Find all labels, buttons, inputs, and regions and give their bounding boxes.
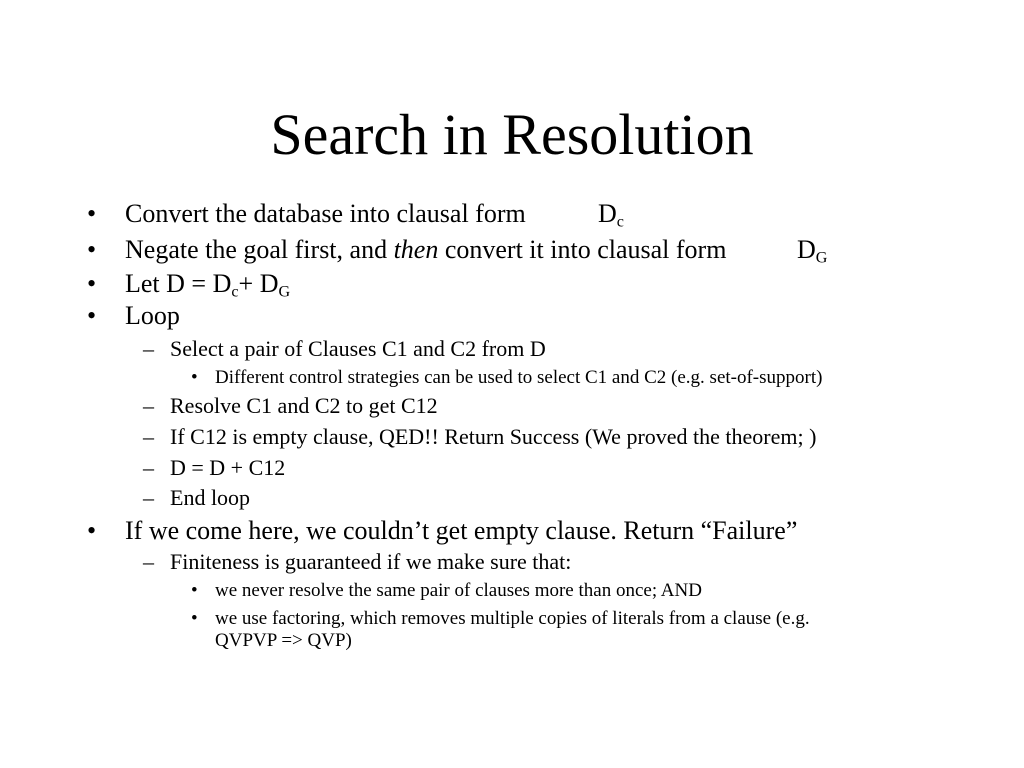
bullet-marker: •	[87, 235, 97, 264]
dash-marker: –	[143, 424, 154, 449]
list-item-text: Let $D = D_c+ D_G$	[125, 269, 291, 301]
bullet-marker: •	[191, 608, 198, 629]
list-item-text: If C12 is empty clause, QED!! Return Success (We proved the theorem; )	[170, 424, 817, 449]
dash-marker: –	[143, 485, 154, 510]
bullet-marker: •	[87, 301, 97, 330]
dash-marker: –	[143, 393, 154, 418]
list-item-text: we never resolve the same pair of clauses more than once; AND	[215, 580, 702, 601]
bullet-marker: •	[87, 516, 97, 545]
list-item-text: Select a pair of Clauses C1 and C2 from D	[170, 336, 546, 361]
list-item-text-continued: QVPVP => QVP)	[215, 630, 352, 651]
list-item-text: If we come here, we couldn’t get empty clause. Return “Failure”	[125, 516, 798, 545]
list-item-text: Finiteness is guaranteed if we make sure that:	[170, 549, 572, 574]
list-item-text: Negate the goal first, and then convert it into clausal form	[125, 235, 727, 264]
dash-marker: –	[143, 455, 154, 480]
list-item-text: End loop	[170, 485, 251, 510]
list-item-text: Different control strategies can be used to select C1 and C2 (e.g. set-of-support)	[215, 367, 823, 388]
symbol-dc: $D_c$	[598, 199, 624, 231]
list-item-text: we use factoring, which removes multiple copies of literals from a clause (e.g.	[215, 608, 810, 629]
list-item-text: Loop	[125, 301, 180, 330]
dash-marker: –	[143, 336, 154, 361]
bullet-marker: •	[191, 367, 198, 388]
bullet-marker: •	[191, 580, 198, 601]
symbol-dg: $D_G$	[797, 235, 828, 267]
slide-title: Search in Resolution	[270, 102, 754, 167]
bullet-marker: •	[87, 269, 97, 298]
list-item-text: Convert the database into clausal form	[125, 199, 526, 228]
dash-marker: –	[143, 549, 154, 574]
bullet-marker: •	[87, 199, 97, 228]
list-item-text: D = D + C12	[170, 455, 286, 480]
list-item-text: Resolve C1 and C2 to get C12	[170, 393, 438, 418]
